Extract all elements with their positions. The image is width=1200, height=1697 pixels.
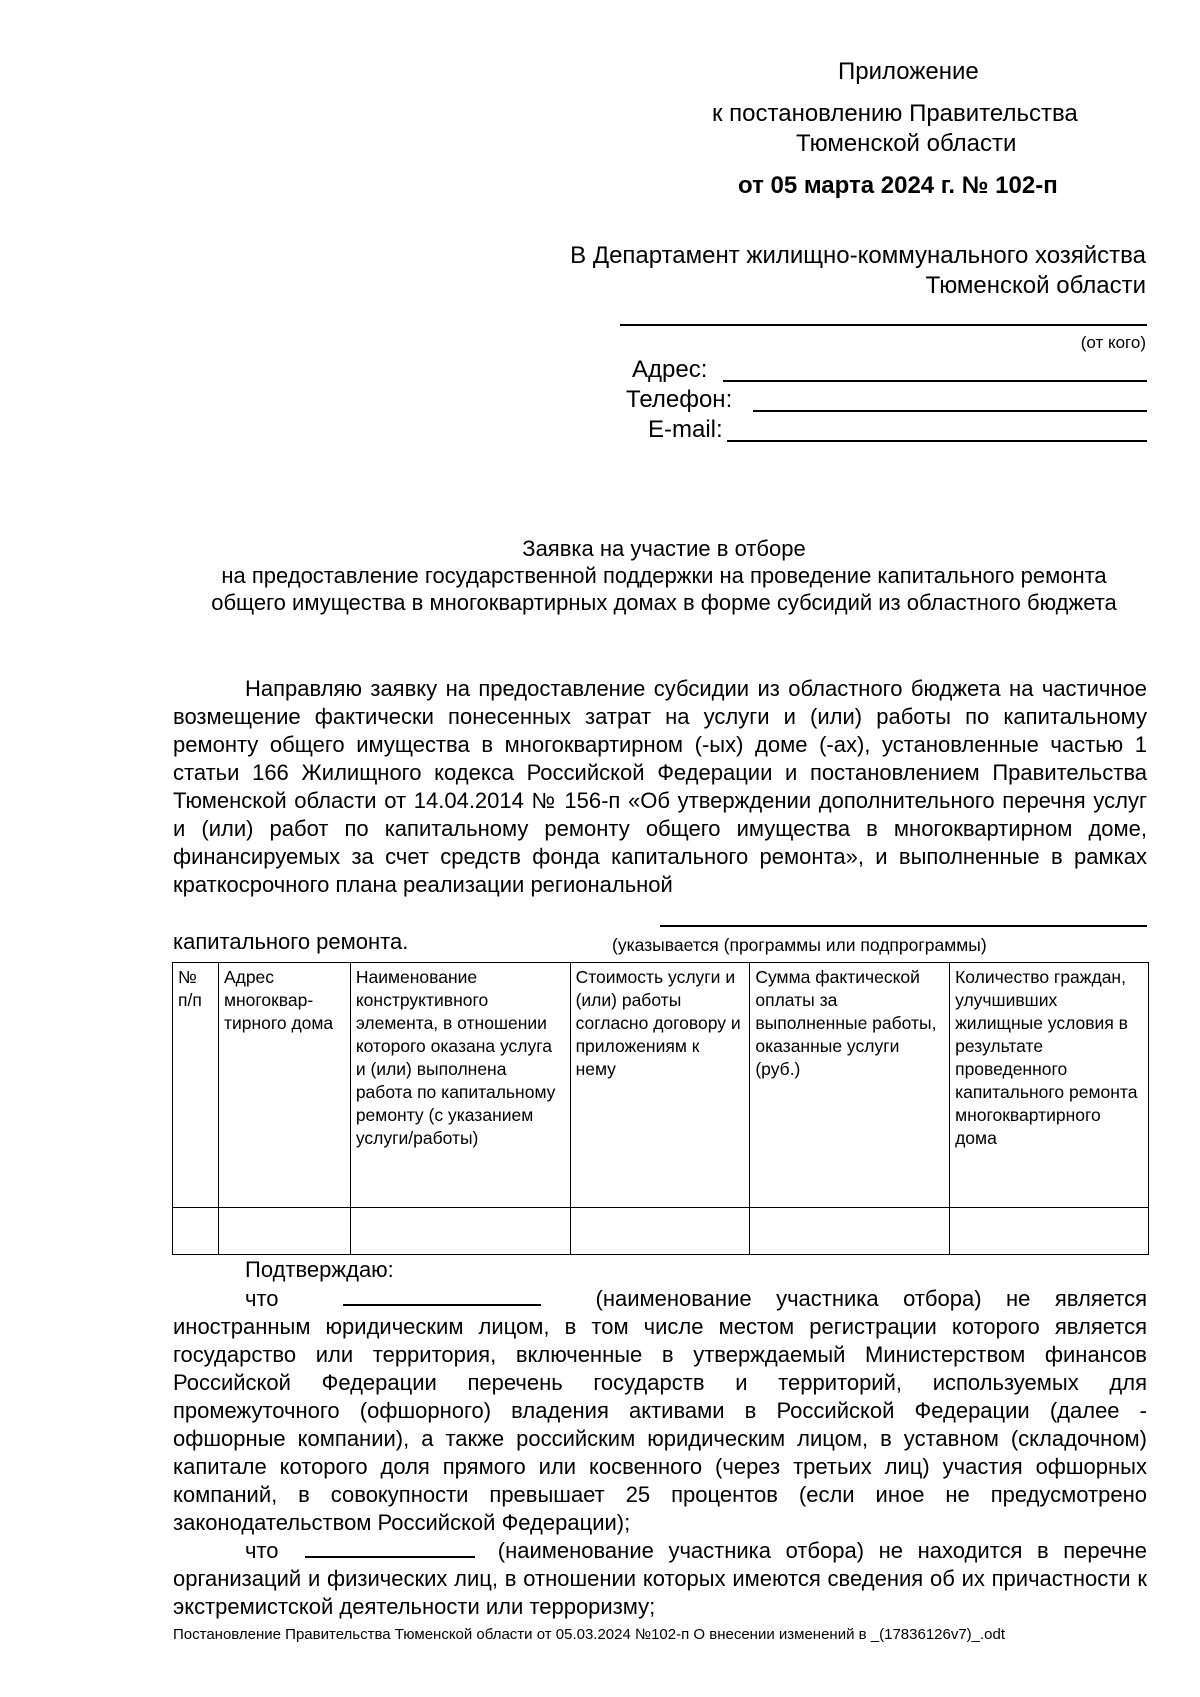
table-cell[interactable] [750, 1208, 950, 1255]
program-field-line[interactable] [660, 925, 1147, 927]
from-hint: (от кого) [1080, 333, 1146, 352]
document-footer: Постановление Правительства Тюменской области от 05.03.2024 №102-п О внесении изменений в _(17836126v7)_.odt [173, 1626, 1006, 1643]
title-line1: Заявка на участие в отборе [522, 536, 806, 561]
email-field-line[interactable] [727, 440, 1147, 442]
address-field-line[interactable] [723, 380, 1147, 382]
email-row [560, 414, 1147, 446]
confirm-item-2-prefix: что [245, 1538, 279, 1563]
email-label: E-mail: [648, 416, 723, 443]
table-header-cell: Сумма фактической оплаты за выполненные работы, оказанные услуги (руб.) [750, 963, 950, 1208]
confirm-item-1-text: (наименование участника отбора) не является иностранным юридическим лицом, в том числе местом регистрации которого является государство или территория, включенные в утверждаемый Министерством финансов Российской Федерации перечень государств и территорий, используемых для промежуточного (офшорного) владения активами в Российской Федерации (далее - офшорные компании), а также российским юридическим лицом, в уставном (складочном) капитале которого доля прямого или косвенного (через третьих лиц) участия офшорных компаний, в совокупности превышает 25 процентов (если иное не предусмотрено законодательством Российской Федерации); [173, 1286, 1147, 1535]
participant-name-field-2[interactable] [305, 1536, 475, 1558]
address-row [560, 354, 1147, 386]
addressee-line2: Тюменской области [925, 272, 1146, 299]
confirm-item-2-text: (наименование участника отбора) не находится в перечне организаций и физических лиц, в отношении которых имеются сведения об их причастности к экстремистской деятельности или терроризму; [173, 1538, 1147, 1619]
resolution-ref: к постановлению Правительства [712, 100, 1078, 127]
confirm-item-2 [173, 1536, 1147, 1621]
table-header-row [173, 963, 1149, 1208]
program-hint: (указывается (программы или подпрограммы) [612, 935, 987, 955]
table-cell[interactable] [350, 1208, 570, 1255]
main-paragraph [173, 675, 1147, 899]
confirm-item-1 [173, 1284, 1147, 1537]
appendix-label: Приложение [838, 58, 979, 85]
phone-row [560, 384, 1147, 416]
table-header-cell: Количество граждан, улучшивших жилищные условия в результате проведенного капитального ремонта многоквартирного дома [950, 963, 1149, 1208]
application-title [180, 535, 1148, 616]
table-header-cell: Стоимость услуги и (или) работы согласно договору и приложениям к нему [570, 963, 750, 1208]
table-row [173, 1208, 1149, 1255]
confirm-item-1-prefix: что [245, 1286, 279, 1311]
phone-label: Телефон: [626, 386, 733, 413]
table-cell[interactable] [570, 1208, 750, 1255]
table-header-cell: Адрес многоквар-тирного дома [218, 963, 350, 1208]
address-label: Адрес: [632, 356, 708, 383]
program-tail: капитального ремонта. [173, 929, 409, 954]
resolution-date-number: от 05 марта 2024 г. № 102-п [738, 172, 1058, 199]
addressee-line1: В Департамент жилищно-коммунального хозяйства [570, 242, 1146, 269]
participant-name-field-1[interactable] [343, 1284, 541, 1306]
table-cell[interactable] [950, 1208, 1149, 1255]
confirm-label: Подтверждаю: [245, 1257, 394, 1282]
table-cell[interactable] [218, 1208, 350, 1255]
phone-field-line[interactable] [753, 410, 1147, 412]
main-paragraph-text: Направляю заявку на предоставление субсидии из областного бюджета на частичное возмещение фактически понесенных затрат на услуги и (или) работы по капитальному ремонту общего имущества в многоквартирном (-ых) доме (-ах), установленные частью 1 статьи 166 Жилищного кодекса Российской Федерации и постановлением Правительства Тюменской области от 14.04.2014 № 156-п «Об утверждении дополнительного перечня услуг и (или) работ по капитальному ремонту общего имущества в многоквартирном доме, финансируемых за счет средств фонда капитального ремонта», и выполненные в рамках краткосрочного плана реализации региональной [173, 676, 1147, 897]
works-table [172, 962, 1149, 1255]
region-name: Тюменской области [796, 130, 1017, 157]
title-line2: на предоставление государственной поддержки на проведение капитального ремонта общего имущества в многоквартирных домах в форме субсидий из областного бюджета [211, 563, 1117, 615]
table-header-cell: Наименование конструктивного элемента, в отношении которого оказана услуга и (или) выполнена работа по капитальному ремонту (с указанием услуги/работы) [350, 963, 570, 1208]
table-header-cell: № п/п [173, 963, 219, 1208]
from-field-line[interactable] [620, 324, 1147, 326]
table-cell[interactable] [173, 1208, 219, 1255]
